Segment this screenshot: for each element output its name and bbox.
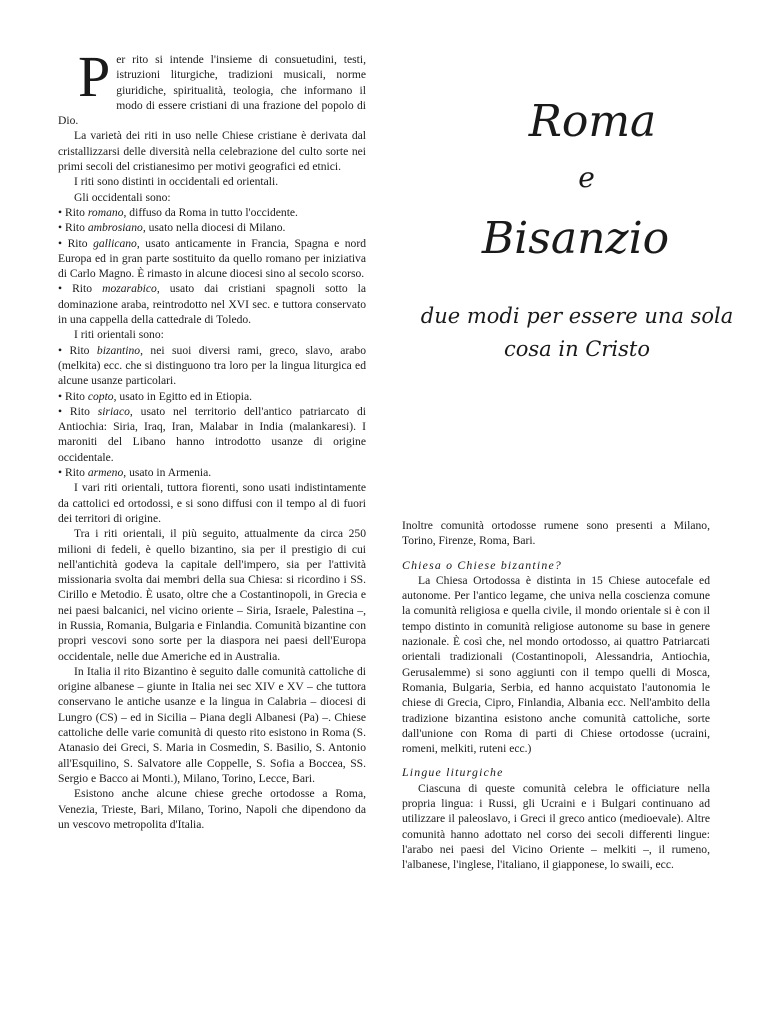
bullet-item	[58, 205, 366, 220]
left-column	[58, 44, 367, 832]
paragraph: Gli occidentali sono:	[74, 190, 171, 204]
bullet-post: , usato dai cristiani spagnoli sotto la dominazione araba, reintrodotto nel XVI sec. e tuttora conservato in una cappella della cattedrale di Toledo.	[58, 282, 366, 327]
rite-name: bizantino	[96, 343, 141, 357]
rite-name: siriaco	[97, 404, 130, 418]
paragraph: Esistono anche alcune chiese greche ortodosse a Roma, Venezia, Trieste, Bari, Milano, Torino, Napoli che dipendono da un vescovo metropolita d'Italia.	[58, 787, 366, 831]
bullet-pre: Rito	[69, 404, 98, 418]
bullet-post: , usato anticamente in Francia, Spagna e nord Europa ed in gran parte sostituito da quello romano per iniziativa di Carlo Magno. È rimasto in alcune diocesi sino al secolo scorso.	[58, 236, 366, 281]
section-heading: Lingue liturgiche	[402, 765, 504, 780]
paragraph: La varietà dei riti in uso nelle Chiese cristiane è derivata dal cristallizzarsi delle diversità nella celebrazione del culto sorte nei primi secoli del cristianesimo per motivi geografici ed etnici.	[58, 129, 366, 174]
paragraph: I riti orientali sono:	[74, 328, 164, 342]
subtitle: due modi per essere una sola cosa in Cristo	[420, 304, 734, 361]
right-column	[402, 518, 710, 873]
bullet-item	[58, 465, 366, 480]
bullet-item	[58, 220, 366, 235]
paragraph: I vari riti orientali, tuttora fiorenti, sono usati indistintamente da cattolici ed ortodossi, e si sono diffusi con il tempo al di fuori dei territori di origine.	[58, 481, 366, 525]
section-heading: Chiesa o Chiese bizantine?	[402, 557, 562, 572]
bullet-pre: Rito	[64, 205, 88, 219]
bullet-pre: Rito	[64, 466, 88, 480]
rite-name: mozarabico	[102, 282, 157, 296]
bullet-post: , usato in Egitto ed in Etiopia.	[113, 389, 253, 403]
title-roma: Roma	[528, 96, 657, 147]
paragraph: In Italia il rito Bizantino è seguito dalle comunità cattoliche di origine albanese – giunte in Italia nei sec XIV e XV – che tuttora conservano le antiche usanze e la lingua in Calabria – diocesi di Lungro (CS) – ed in Sicilia – Piana degli Albanesi (Pa) –. Chiese cattoliche delle varie comunità di questo rito esistono in Roma (S. Atanasio dei Greci, S. Maria in Cosmedin, S. Basilio, S. Antonio all'Esquilino, S. Salvatore alle Coppelle, S. Sofia a Boccea, SS. Sergio e Bacco ai Monti.), Milano, Torino, Lecce, Bari.	[58, 664, 366, 785]
paragraph: Ciascuna di queste comunità celebra le officiature nella propria lingua: i Russi, gli Ucraini e i Bulgari continuano ad utilizzare il paleoslavo, i Greci il greco antico (medioevale). Altre comunità hanno adottato nel corso dei secoli differenti lingue: l'arabo nei paesi del Vicino Oriente – melkiti –, il rumeno, l'albanese, l'inglese, l'italiano, il giapponese, lo swaili, ecc.	[402, 781, 710, 872]
bullet-pre: Rito	[64, 221, 88, 235]
intro-paragraph: Per rito si intende l'insieme di consuetudini, testi, istruzioni liturgiche, tradizioni musicali, norme giuridiche, spiritualità, teologia, che informano il modo di essere cristiani di una frazione del popolo di Dio.	[58, 44, 366, 128]
rite-name: ambrosiano	[87, 221, 143, 235]
bullet-item	[58, 236, 366, 282]
bullet-pre: Rito	[72, 282, 103, 296]
bullet-post: , nei suoi diversi rami, greco, slavo, arabo (melkita) ecc. che si distinguono tra loro per la lingua liturgica ed alcune usanze particolari.	[58, 343, 366, 388]
bullet-pre: Rito	[67, 236, 94, 250]
bullet-pre: Rito	[69, 343, 97, 357]
bullet-item	[58, 281, 366, 327]
bullet-post: , usato in Armenia.	[123, 466, 212, 480]
paragraph: Inoltre comunità ortodosse rumene sono presenti a Milano, Torino, Firenze, Roma, Bari.	[402, 519, 710, 548]
rite-name: romano	[87, 205, 124, 219]
title-block	[400, 92, 745, 274]
bullet-item	[58, 404, 366, 465]
bullet-post: , usato nel territorio dell'antico patriarcato di Antiochia: Siria, Iraq, Iran, Malabar in India (malankaresi). I maroniti del Libano hanno introdotto usanze di origine occidentale.	[58, 404, 367, 464]
rite-name: armeno	[87, 466, 124, 480]
bullet-pre: Rito	[64, 389, 88, 403]
bullet-item	[58, 343, 366, 389]
rite-name: gallicano	[93, 236, 137, 250]
paragraph: La Chiesa Ortodossa è distinta in 15 Chiese autocefale ed autonome. Per l'antico legame, che univa nella coscienza comune la comunità religiosa e quella civile, il mondo orientale si è con il tempo distinto in comunità religiose autonome su base in genere nazionale. È così che, nel mondo ortodosso, ai quattro Patriarcati orientali tradizionali (Costantinopoli, Alessandria, Antiochia, Gerusalemme) si sono aggiunti con il tempo quelli di Mosca, Romania, Bulgaria, Serbia, ed hanno acquistato l'autonomia le chiese di Grecia, Cipro, Finlandia, Albania ecc. Nell'ambito della tradizione bizantina esistono anche comunità cattoliche, sorte dall'unione con Roma di parti di Chiese ortodosse (ucraini, romeni, melkiti, ruteni ecc.)	[402, 573, 710, 756]
bullet-item	[58, 389, 366, 404]
paragraph: Tra i riti orientali, il più seguito, attualmente da circa 250 milioni di fedeli, è quello bizantino, sia per il prestigio di cui nell'antichità godeva la capitale dell'impero, sia per l'attività missionaria svolta dai membri della sua Chiesa: si ricordino i SS. Cirillo e Metodio. È usato, oltre che a Costantinopoli, in Grecia e nei paesi balcanici, nel vicino oriente – Siria, Israele, Palestina –, in Russia, Romania, Bulgaria e Finlandia. Comunità bizantine con propri vescovi sono sorte per la diaspora nei paesi dell'Europa occidentale, nelle due Americhe ed in Australia.	[58, 527, 366, 663]
bullet-post: , usato nella diocesi di Milano.	[142, 221, 286, 235]
title-bisanzio: Bisanzio	[481, 213, 670, 264]
drop-cap: P	[78, 44, 111, 109]
bullet-post: , diffuso da Roma in tutto l'occidente.	[123, 205, 298, 219]
rite-name: copto	[87, 389, 114, 403]
title-e: e	[578, 161, 595, 194]
paragraph: I riti sono distinti in occidentali ed orientali.	[74, 175, 279, 189]
